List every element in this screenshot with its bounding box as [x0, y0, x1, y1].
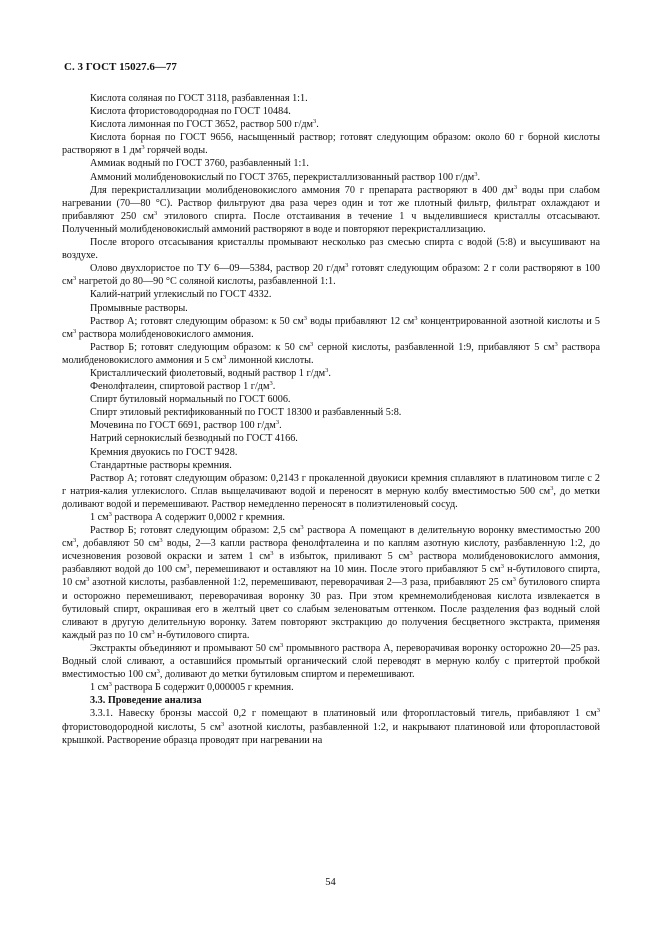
paragraph: Кислота борная по ГОСТ 9656, насыщенный раствор; готовят следующим образом: около 60 г борной кислоты растворяют в 1 $дм^3$ горячей воды.: [62, 132, 600, 157]
paragraph: После второго отсасывания кристаллы промывают несколько раз смесью спирта с водой (5:8) и высушивают на воздухе.: [62, 237, 600, 262]
paragraph: Фенолфталеин, спиртовой раствор 1 $г/дм^3$.: [90, 380, 276, 393]
paragraph: Для перекристаллизации молибденовокислого аммония 70 г препарата растворяют в 400 $дм^3$ воды при слабом нагревании (70—80 °С). Раствор фильтруют два раза через один и тот же плотный фильтр, фильтрат охлаждают и прибавляют 250 $см^3$ этилового спирта. После отстаивания в течение 1 ч выделившиеся кристаллы отсасывают. Полученный молибденовокислый аммоний растворяют в воде и повторяют перекристаллизацию.: [62, 183, 600, 235]
paragraph: Натрий сернокислый безводный по ГОСТ 4166.: [90, 433, 298, 445]
paragraph: Аммоний молибденовокислый по ГОСТ 3765, перекристаллизованный раствор 100 $г/дм^3$.: [90, 170, 481, 183]
paragraph: Раствор А; готовят следующим образом: 0,2143 г прокаленной двуокиси кремния сплавляют в платиновом тигле с 2 г натрия-калия углекислого. Сплав выщелачивают водой и переносят в мерную колбу вместимостью 500 $см^3$, до метки доливают водой и перемешивают. Раствор немедленно переносят в полиэтиленовый сосуд.: [62, 472, 600, 510]
paragraph: Кислота фтористоводородная по ГОСТ 10484.: [90, 106, 291, 118]
paragraph: 1 $см^3$ раствора А содержит 0,0002 г кремния.: [90, 511, 285, 523]
paragraph: 3.3.1. Навеску бронзы массой 0,2 г помещают в платиновый или фторопластовый тигель, прибавляют 1 $см^3$ фтористоводородной кислоты, 5 $см^3$ азотной кислоты, разбавленной 1:2, и накрывают платиновой или фторопластовой крышкой. Растворение образца проводят при нагревании на: [62, 707, 600, 746]
page-number: 54: [325, 877, 336, 888]
document-body: [62, 92, 600, 747]
paragraph: Стандартные растворы кремния.: [90, 459, 232, 471]
paragraph: Раствор Б; готовят следующим образом: к 50 $см^3$ серной кислоты, разбавленной 1:9, прибавляют 5 $см^3$ раствора молибденовокислого аммония и 5 $см^3$ лимонной кислоты.: [62, 340, 600, 366]
paragraph: Экстракты объединяют и промывают 50 $см^3$ промывного раствора А, переворачивая воронку осторожно 20—25 раз. Водный слой сливают, а оставшийся промытый органический слой переводят в мерную колбу с притертой пробкой вместимостью 100 $см^3$, доливают до метки бутиловым спиртом и перемешивают.: [62, 641, 600, 681]
paragraph: Калий-натрий углекислый по ГОСТ 4332.: [90, 289, 272, 301]
paragraph: Спирт этиловый ректификованный по ГОСТ 18300 и разбавленный 5:8.: [90, 407, 402, 419]
paragraph: Кристаллический фиолетовый, водный раствор 1 $г/дм^3$.: [90, 366, 331, 379]
document-header: С. 3 ГОСТ 15027.6—77: [64, 61, 177, 73]
paragraph: Спирт бутиловый нормальный по ГОСТ 6006.: [90, 394, 291, 406]
section-heading: 3.3. Проведение анализа: [90, 695, 202, 707]
paragraph: Кремния двуокись по ГОСТ 9428.: [90, 446, 238, 458]
paragraph: Раствор Б; готовят следующим образом: 2,5 $см^3$ раствора А помещают в делительную воронку вместимостью 200 $см^3$, добавляют 50 $см^3$ воды, 2—3 капли раствора фенолфталеина и по каплям азотную кислоту, разбавленную 1:2, до исчезновения розовой окраски и затем 1 $см^3$ в избыток, приливают 5 $см^3$ раствора молибденовокислого аммония, разбавляют водой до 100 $см^3$, перемешивают и оставляют на 10 мин. После этого прибавляют 5 $см^3$ н-бутилового спирта, 10 $см^3$ азотной кислоты, разбавленной 1:2, перемешивают, переворачивая 2—3 раза, прибавляют 25 $см^3$ бутилового спирта и осторожно перемешивают, переворачивая воронку 30 раз. При этом кремнемолибденовая кислота извлекается в бутиловый спирт, окрашивая его в желтый цвет со слабым зеленоватым оттенком. После разделения фаз водный слой сливают в другую делительную воронку. Затем повторяют экстракцию до получения бесцветного экстракта, применяя каждый раз по 10 $см^3$ н-бутилового спирта.: [62, 524, 601, 641]
paragraph: Раствор А; готовят следующим образом: к 50 $см^3$ воды прибавляют 12 $см^3$ концентрированной азотной кислоты и 5 $см^3$ раствора молибденовокислого аммония.: [62, 314, 600, 340]
paragraph: Промывные растворы.: [90, 302, 188, 314]
paragraph: 1 $см^3$ раствора Б содержит 0,000005 г кремния.: [90, 681, 294, 694]
paragraph: Кислота лимонная по ГОСТ 3652, раствор 500 $г/дм^3$.: [90, 118, 319, 131]
paragraph: Мочевина по ГОСТ 6691, раствор 100 $г/дм^3$.: [90, 419, 282, 432]
paragraph: Кислота соляная по ГОСТ 3118, разбавленная 1:1.: [90, 93, 308, 104]
paragraph: Олово двухлористое по ТУ 6—09—5384, раствор 20 $г/дм^3$ готовят следующим образом: 2 г соли растворяют в 100 $см^3$ нагретой до 80—90 °С соляной кислоты, разбавленной 1:1.: [62, 262, 600, 288]
paragraph: Аммиак водный по ГОСТ 3760, разбавленный 1:1.: [90, 158, 309, 170]
